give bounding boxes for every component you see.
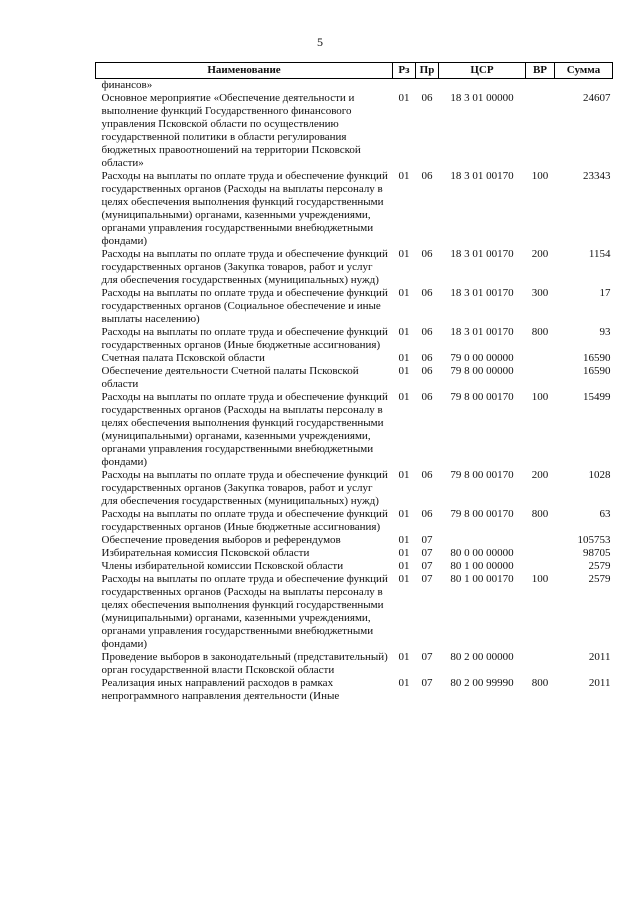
row-rz: 01 — [398, 677, 410, 689]
header-row — [96, 63, 613, 79]
row-sum: 63 — [599, 508, 611, 520]
row-rz: 01 — [398, 391, 410, 403]
table-header — [96, 63, 613, 79]
row-name: Проведение выборов в законодательный (представительный) орган государственной власти Псковской области — [101, 651, 388, 676]
table-row — [96, 508, 613, 534]
row-sum: 2579 — [588, 573, 611, 585]
row-rz: 01 — [398, 92, 410, 104]
table-row — [96, 92, 613, 170]
row-csr: 80 2 00 00000 — [450, 651, 514, 663]
row-pr: 07 — [421, 573, 433, 585]
row-csr: 79 8 00 00170 — [450, 469, 514, 481]
row-name: Расходы на выплаты по оплате труда и обеспечение функций государственных органов (Расходы на выплаты персоналу в целях обеспечения выполнения функций государственными (муниципальными) органами, казенными учреждениями, органами управления государственными внебюджетными фондами) — [101, 170, 388, 247]
row-sum: 1154 — [588, 248, 611, 260]
row-pr: 07 — [421, 547, 433, 559]
row-sum: 17 — [599, 287, 611, 299]
row-rz: 01 — [398, 326, 410, 338]
table-row — [96, 79, 613, 93]
table-row — [96, 287, 613, 326]
row-sum: 16590 — [583, 365, 611, 377]
row-pr: 06 — [421, 365, 433, 377]
row-csr: 18 3 01 00170 — [450, 170, 514, 182]
row-rz: 01 — [398, 469, 410, 481]
row-sum: 2011 — [588, 651, 611, 663]
row-csr — [439, 79, 526, 93]
row-pr: 07 — [421, 560, 433, 572]
row-pr: 07 — [421, 677, 433, 689]
header-pr: Пр — [416, 63, 439, 79]
row-vr — [526, 92, 555, 170]
budget-table — [95, 62, 613, 703]
row-sum: 16590 — [583, 352, 611, 364]
header-vr: ВР — [526, 63, 555, 79]
table-row — [96, 170, 613, 248]
row-rz: 01 — [398, 352, 410, 364]
table-row — [96, 326, 613, 352]
row-csr: 80 2 00 99990 — [450, 677, 514, 689]
header-sum: Сумма — [555, 63, 613, 79]
row-pr: 06 — [421, 326, 433, 338]
table-row — [96, 651, 613, 677]
row-sum: 93 — [599, 326, 611, 338]
row-sum: 23343 — [583, 170, 611, 182]
row-vr: 800 — [531, 326, 549, 338]
row-csr: 79 8 00 00170 — [450, 391, 514, 403]
row-rz: 01 — [398, 534, 410, 546]
row-sum: 105753 — [577, 534, 611, 546]
row-name: Обеспечение деятельности Счетной палаты Псковской области — [101, 365, 359, 390]
row-name: Избирательная комиссия Псковской области — [101, 547, 310, 559]
row-csr: 18 3 01 00170 — [450, 287, 514, 299]
row-rz: 01 — [398, 573, 410, 585]
row-csr: 18 3 01 00170 — [450, 248, 514, 260]
row-rz — [393, 79, 416, 93]
row-name: Расходы на выплаты по оплате труда и обеспечение функций государственных органов (Закупка товаров, работ и услуг для обеспечения государственных (муниципальных) нужд) — [101, 469, 388, 507]
row-pr: 06 — [421, 352, 433, 364]
page-number: 5 — [317, 35, 323, 49]
row-name: Основное мероприятие «Обеспечение деятельности и выполнение функций Государственного финансового управления Псковской области по осуществлению государственной политики в области регулирования бюджетных правоотношений на территории Псковской области» — [101, 92, 361, 169]
row-pr: 06 — [421, 92, 433, 104]
row-rz: 01 — [398, 287, 410, 299]
row-rz: 01 — [398, 547, 410, 559]
row-vr: 100 — [531, 573, 549, 585]
table-body — [96, 79, 613, 704]
row-name: Расходы на выплаты по оплате труда и обеспечение функций государственных органов (Расходы на выплаты персоналу в целях обеспечения выполнения функций государственными (муниципальными) органами, казенными учреждениями, органами управления государственными внебюджетными фондами) — [101, 573, 388, 650]
row-csr: 79 8 00 00000 — [450, 365, 514, 377]
row-csr: 80 0 00 00000 — [450, 547, 514, 559]
row-name: Расходы на выплаты по оплате труда и обеспечение функций государственных органов (Закупка товаров, работ и услуг для обеспечения государственных (муниципальных) нужд) — [101, 248, 388, 286]
table-row — [96, 573, 613, 651]
header-name: Наименование — [96, 63, 393, 79]
row-pr: 06 — [421, 248, 433, 260]
row-name: Счетная палата Псковской области — [101, 352, 265, 364]
row-vr — [526, 79, 555, 93]
row-name: Реализация иных направлений расходов в рамках непрограммного направления деятельности (Иные — [101, 677, 340, 702]
table-row — [96, 391, 613, 469]
row-vr: 100 — [531, 170, 549, 182]
row-pr: 06 — [421, 469, 433, 481]
table-row — [96, 365, 613, 391]
row-vr — [526, 560, 555, 573]
row-vr — [526, 534, 555, 547]
row-name: Расходы на выплаты по оплате труда и обеспечение функций государственных органов (Иные бюджетные ассигнования) — [101, 326, 388, 351]
row-rz: 01 — [398, 365, 410, 377]
row-name: Обеспечение проведения выборов и референдумов — [101, 534, 341, 546]
row-vr — [526, 365, 555, 391]
table-row — [96, 469, 613, 508]
row-csr: 80 1 00 00000 — [450, 560, 514, 572]
row-sum: 2011 — [588, 677, 611, 689]
row-csr: 18 3 01 00000 — [450, 92, 514, 104]
row-rz: 01 — [398, 170, 410, 182]
row-name: Члены избирательной комиссии Псковской области — [101, 560, 344, 572]
table-row — [96, 560, 613, 573]
row-vr — [526, 352, 555, 365]
header-csr: ЦСР — [439, 63, 526, 79]
row-pr — [416, 79, 439, 93]
row-rz: 01 — [398, 651, 410, 663]
row-vr: 300 — [531, 287, 549, 299]
row-vr — [526, 651, 555, 677]
row-pr: 07 — [421, 651, 433, 663]
row-name: Расходы на выплаты по оплате труда и обеспечение функций государственных органов (Расходы на выплаты персоналу в целях обеспечения выполнения функций государственными (муниципальными) органами, казенными учреждениями, органами управления государственными внебюджетными фондами) — [101, 391, 388, 468]
row-sum: 1028 — [588, 469, 611, 481]
table-row — [96, 547, 613, 560]
row-vr: 800 — [531, 677, 549, 689]
table-row — [96, 677, 613, 703]
row-name: Расходы на выплаты по оплате труда и обеспечение функций государственных органов (Социальное обеспечение и иные выплаты населению) — [101, 287, 388, 325]
row-pr: 07 — [421, 534, 433, 546]
row-vr: 800 — [531, 508, 549, 520]
table-row — [96, 248, 613, 287]
row-sum: 24607 — [583, 92, 611, 104]
row-pr: 06 — [421, 287, 433, 299]
table-row — [96, 352, 613, 365]
header-rz: Рз — [393, 63, 416, 79]
row-vr: 100 — [531, 391, 549, 403]
row-rz: 01 — [398, 508, 410, 520]
row-csr: 80 1 00 00170 — [450, 573, 514, 585]
row-csr: 79 8 00 00170 — [450, 508, 514, 520]
row-rz: 01 — [398, 560, 410, 572]
table-row — [96, 534, 613, 547]
row-sum: 15499 — [583, 391, 611, 403]
row-rz: 01 — [398, 248, 410, 260]
row-name: финансов» — [101, 79, 153, 91]
row-vr — [526, 547, 555, 560]
row-pr: 06 — [421, 508, 433, 520]
row-csr: 18 3 01 00170 — [450, 326, 514, 338]
row-sum: 98705 — [583, 547, 611, 559]
row-sum: 2579 — [588, 560, 611, 572]
row-csr — [439, 534, 526, 547]
row-pr: 06 — [421, 170, 433, 182]
row-sum — [555, 79, 613, 93]
row-vr: 200 — [531, 248, 549, 260]
row-pr: 06 — [421, 391, 433, 403]
row-vr: 200 — [531, 469, 549, 481]
row-csr: 79 0 00 00000 — [450, 352, 514, 364]
row-name: Расходы на выплаты по оплате труда и обеспечение функций государственных органов (Иные бюджетные ассигнования) — [101, 508, 388, 533]
